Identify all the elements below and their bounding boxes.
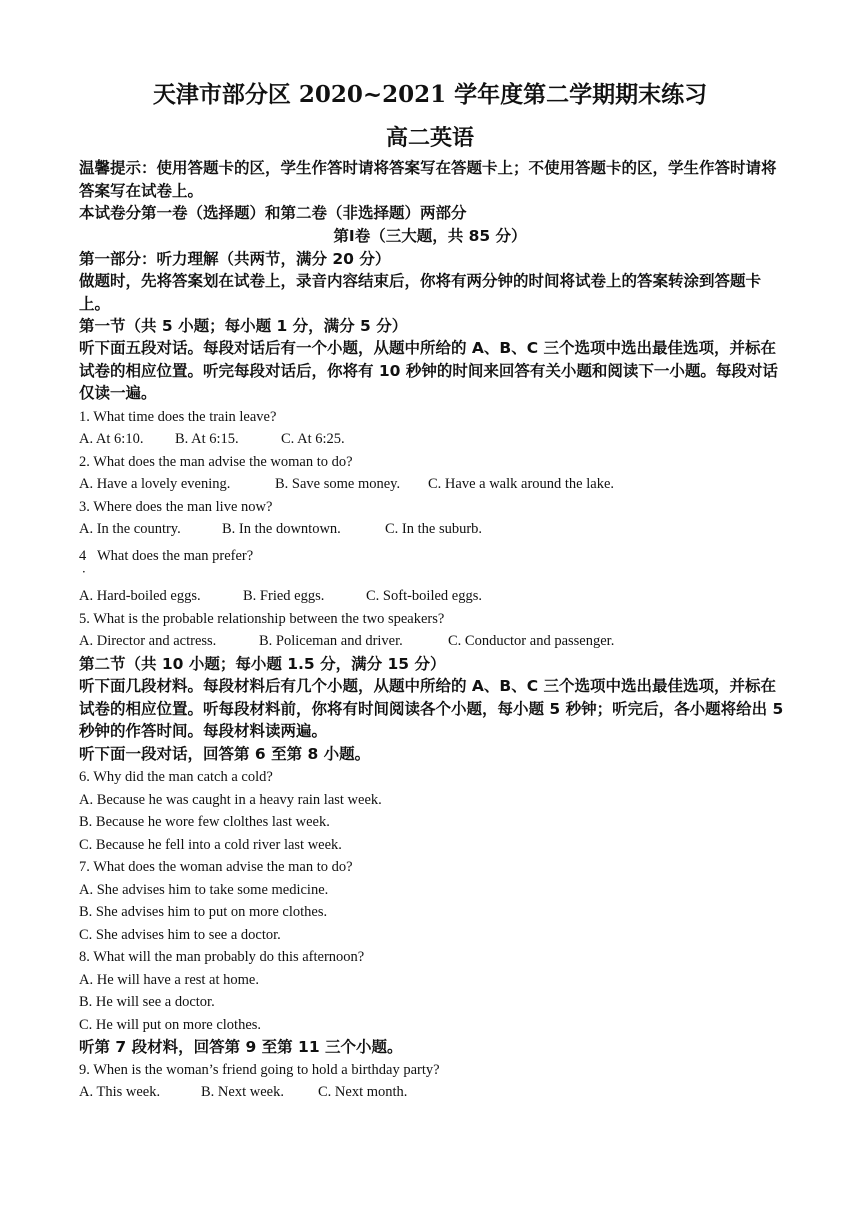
section1-instructions: 听下面五段对话。每段对话后有一个小题，从题中所给的 A、B、C 三个选项中选出最佳选项，并标在试卷的相应位置。听完每段对话后，你将有 10 秒钟的时间来回答有关小题和阅读下一小题。每段对话仅读一遍。 — [79, 339, 778, 402]
q7-option-c: C. She advises him to see a doctor. — [79, 927, 281, 943]
section2-heading: 第二节（共 10 小题；每小题 1.5 分，满分 15 分） — [79, 655, 446, 673]
q3-option-a: A. In the country. — [79, 521, 181, 537]
question-4-dot: ． — [82, 561, 95, 575]
q5-option-c: C. Conductor and passenger. — [448, 633, 615, 649]
q5-option-b: B. Policeman and driver. — [259, 633, 403, 649]
q1-option-a: A. At 6:10. — [79, 431, 144, 447]
part1-instructions: 做题时，先将答案划在试卷上，录音内容结束后，你将有两分钟的时间将试卷上的答案转涂到答题卡上。 — [79, 272, 762, 313]
section1-heading: 第一节（共 5 小题；每小题 1 分，满分 5 分） — [79, 317, 408, 335]
question-4-number: 4 — [79, 548, 87, 564]
question-8: 8. What will the man probably do this afternoon? — [79, 949, 365, 965]
dialog6-instructions: 听下面一段对话，回答第 6 至第 8 小题。 — [79, 745, 371, 763]
q2-option-c: C. Have a walk around the lake. — [428, 476, 615, 492]
q7-option-b: B. She advises him to put on more clothes. — [79, 904, 328, 920]
volume1-heading: 第Ⅰ卷（三大题，共 85 分） — [333, 227, 527, 245]
q1-option-b: B. At 6:15. — [175, 431, 239, 447]
notice-text: 温馨提示：使用答题卡的区，学生作答时请将答案写在答题卡上；不使用答题卡的区，学生作答时请将答案写在试卷上。 — [79, 159, 777, 200]
question-1: 1. What time does the train leave? — [79, 409, 277, 425]
question-6: 6. Why did the man catch a cold? — [79, 769, 273, 785]
question-3: 3. Where does the man live now? — [79, 499, 273, 515]
q7-option-a: A. She advises him to take some medicine. — [79, 882, 329, 898]
q4-option-b: B. Fried eggs. — [243, 588, 325, 604]
part1-heading: 第一部分：听力理解（共两节，满分 20 分） — [79, 250, 391, 268]
q6-option-b: B. Because he wore few clolthes last week. — [79, 814, 330, 830]
q1-option-c: C. At 6:25. — [281, 431, 345, 447]
q3-option-b: B. In the downtown. — [222, 521, 341, 537]
q4-option-c: C. Soft-boiled eggs. — [366, 588, 482, 604]
exam-subtitle: 高二英语 — [385, 125, 474, 151]
q5-option-a: A. Director and actress. — [79, 633, 217, 649]
dialog7-instructions: 听第 7 段材料，回答第 9 至第 11 三个小题。 — [79, 1038, 403, 1056]
q6-option-a: A. Because he was caught in a heavy rain last week. — [79, 792, 382, 808]
q4-option-a: A. Hard-boiled eggs. — [79, 588, 201, 604]
q9-option-a: A. This week. — [79, 1084, 161, 1100]
q8-option-b: B. He will see a doctor. — [79, 994, 215, 1010]
q8-option-a: A. He will have a rest at home. — [79, 972, 259, 988]
question-4: What does the man prefer? — [97, 548, 254, 564]
q8-option-c: C. He will put on more clothes. — [79, 1017, 262, 1033]
intro-text: 本试卷分第一卷（选择题）和第二卷（非选择题）两部分 — [79, 204, 467, 222]
exam-title: 天津市部分区 2020~2021 学年度第二学期期末练习 — [152, 81, 708, 108]
question-7: 7. What does the woman advise the man to do? — [79, 859, 353, 875]
q3-option-c: C. In the suburb. — [385, 521, 483, 537]
q2-option-a: A. Have a lovely evening. — [79, 476, 231, 492]
question-2: 2. What does the man advise the woman to do? — [79, 454, 353, 470]
question-5: 5. What is the probable relationship between the two speakers? — [79, 611, 445, 627]
q6-option-c: C. Because he fell into a cold river last week. — [79, 837, 342, 853]
question-9: 9. When is the woman’s friend going to hold a birthday party? — [79, 1062, 440, 1078]
section2-instructions: 听下面几段材料。每段材料后有几个小题，从题中所给的 A、B、C 三个选项中选出最佳选项，并标在试卷的相应位置。听每段材料前，你将有时间阅读各个小题，每小题 5 秒钟；听完后，各小题将给出 5 秒钟的作答时间。每段材料读两遍。 — [79, 677, 784, 740]
q9-option-b: B. Next week. — [201, 1084, 284, 1100]
q2-option-b: B. Save some money. — [275, 476, 401, 492]
q9-option-c: C. Next month. — [318, 1084, 408, 1100]
